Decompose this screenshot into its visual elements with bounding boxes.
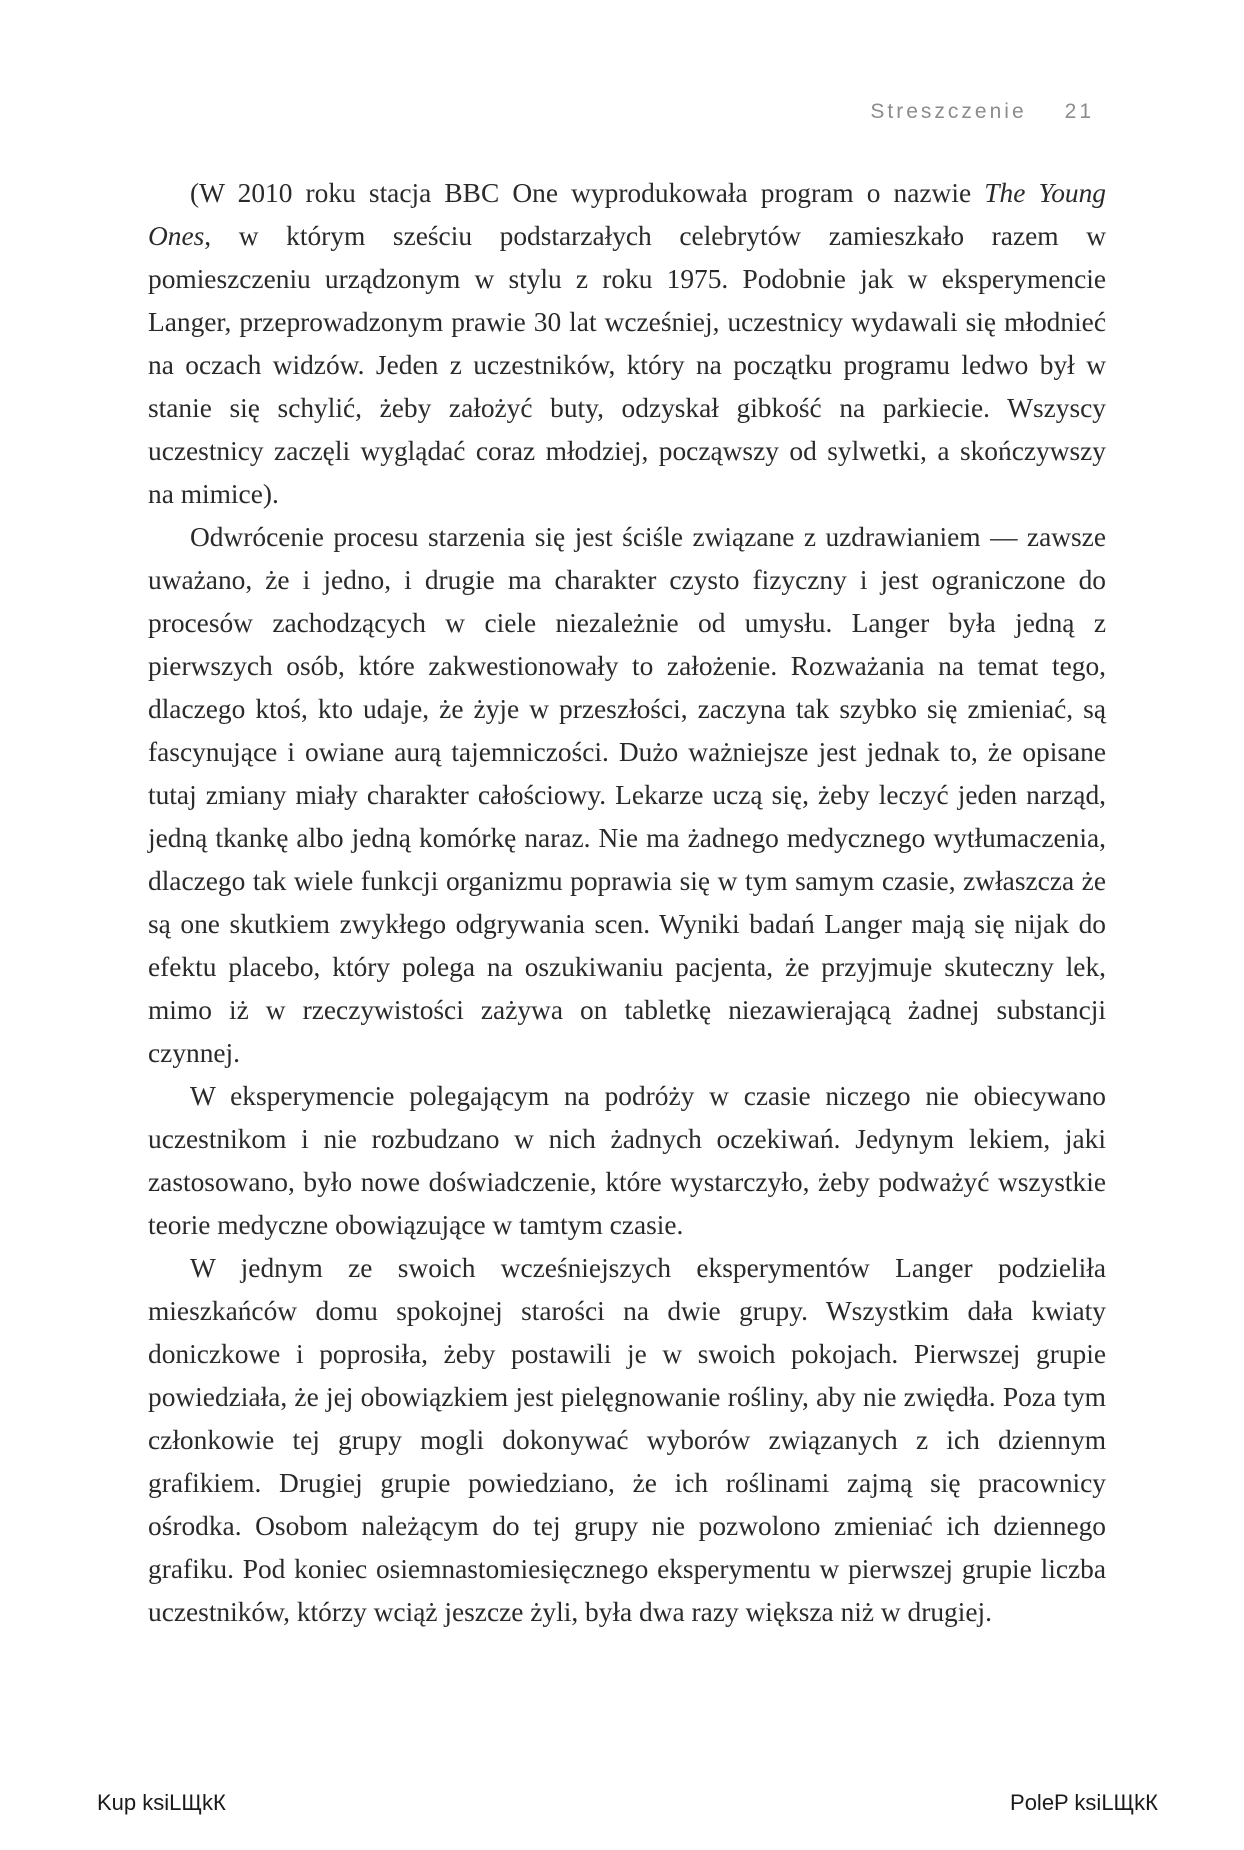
paragraph-2: Odwrócenie procesu starzenia się jest ściśle związane z uzdrawianiem — zawsze uważano, że i jedno, i drugie ma charakter czysto fizyczny i jest ograniczone do procesów zachodzących w ciele niezależnie od umysłu. Langer była jedną z pierwszych osób, które zakwestionowały to założenie. Rozważania na temat tego, dlaczego ktoś, kto udaje, że żyje w przeszłości, zaczyna tak szybko się zmieniać, są fascynujące i owiane aurą tajemniczości. Dużo ważniejsze jest jednak to, że opisane tutaj zmiany miały charakter całościowy. Lekarze uczą się, żeby leczyć jeden narząd, jedną tkankę albo jedną komórkę naraz. Nie ma żadnego medycznego wytłumaczenia, dlaczego tak wiele funkcji organizmu poprawia się w tym samym czasie, zwłaszcza że są one skutkiem zwykłego odgrywania scen. Wyniki badań Langer mają się nijak do efektu placebo, który polega na oszukiwaniu pacjenta, że przyjmuje skuteczny lek, mimo iż w rzeczywistości zażywa on tabletkę niezawierającą żadnej substancji czynnej. bbox=[148, 522, 1106, 1068]
program-title: The Young Ones bbox=[148, 178, 1106, 251]
paragraph-1-text-before-title: (W 2010 roku stacja BBC One wyprodukowała program o nazwie bbox=[190, 178, 985, 208]
paragraph-4: W jednym ze swoich wcześniejszych eksperymentów Langer podzieliła mieszkańców domu spokojnej starości na dwie grupy. Wszystkim dała kwiaty doniczkowe i poprosiła, żeby postawili je w swoich pokojach. Pierwszej grupie powiedziała, że jej obowiązkiem jest pielęgnowanie rośliny, aby nie zwiędła. Poza tym członkowie tej grupy mogli dokonywać wyborów związanych z ich dziennym grafikiem. Drugiej grupie powiedziano, że ich roślinami zajmą się pracownicy ośrodka. Osobom należącym do tej grupy nie pozwolono zmieniać ich dziennego grafiku. Pod koniec osiemnastomiesięcznego eksperymentu w pierwszej grupie liczba uczestników, którzy wciąż jeszcze żyli, była dwa razy większa niż w drugiej. bbox=[148, 1253, 1106, 1627]
paragraph-1-text-after-title: , w którym sześciu podstarzałych celebrytów zamieszkało razem w pomieszczeniu urządzonym w stylu z roku 1975. Podobnie jak w eksperymencie Langer, przeprowadzonym prawie 30 lat wcześniej, uczestnicy wydawali się młodnieć na oczach widzów. Jeden z uczestników, który na początku programu ledwo był w stanie się schylić, żeby założyć buty, odzyskał gibkość na parkiecie. Wszyscy uczestnicy zaczęli wyglądać coraz młodziej, począwszy od sylwetki, a skończywszy na mimice). bbox=[148, 221, 1106, 509]
paragraph-1 bbox=[148, 172, 1106, 516]
buy-book-link[interactable]: Kup ksiLЩkК bbox=[97, 1790, 226, 1815]
paragraph-3: W eksperymencie polegającym na podróży w czasie niczego nie obiecywano uczestnikom i nie rozbudzano w nich żadnych oczekiwań. Jedynym lekiem, jaki zastosowano, było nowe doświadczenie, które wystarczyło, żeby podważyć wszystkie teorie medyczne obowiązujące w tamtym czasie. bbox=[148, 1081, 1106, 1240]
recommend-book-link[interactable]: PoleP ksiLЩkК bbox=[1010, 1790, 1158, 1815]
section-title: Streszczenie bbox=[870, 100, 1027, 123]
page-body bbox=[148, 172, 1106, 1634]
running-head bbox=[870, 100, 1094, 124]
page-number: 21 bbox=[1064, 100, 1094, 123]
